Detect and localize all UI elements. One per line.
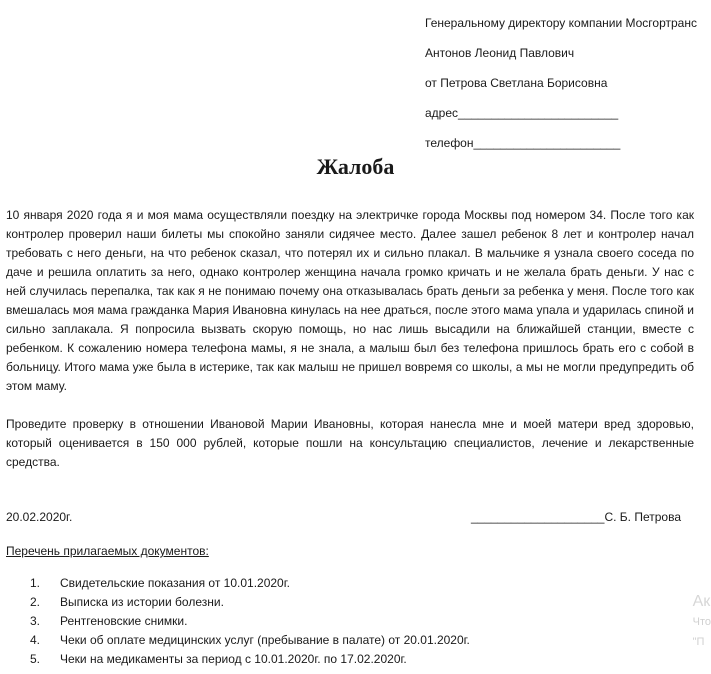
item-number: 3. [30, 614, 41, 628]
signature-line: ____________________С. Б. Петрова [470, 510, 681, 524]
paragraph: 10 января 2020 года я и моя мама осуществляли поездку на электричке города Москвы под номером 34. После того как контролер проверил наши билеты мы спокойно заняли сидячее место. Далее зашел ребенок 8 лет и контролер начал требовать с него деньги, на что ребенок сказал, что потерял их и сильно плакал. В мальчике я узнала своего соседа по даче и решила оплатить за него, однако контролер женщина начала громко кричать и не желала брать деньги. У нас с ней случилась перепалка, так как я не понимаю почему она отказывалась брать деньги за ребенка у меня. После того как вмешалась моя мама гражданка Мария Ивановна кинулась на нее драться, после этого мама упала и ударилась спиной и сильно заплакала. Я попросила вызвать скорую помощь, но нас лишь высадили на ближайшей станции, вместе с ребенком. К сожалению номера телефона мамы, я не знала, а малыш был без телефона пришлось брать его с собой в больницу. Итого мама уже была в истерике, так как малыш не пришел вовремя со школы, а мы не могли предупредить об этом маму. [6, 208, 694, 393]
list-item [30, 612, 470, 631]
list-item [30, 593, 470, 612]
attachments-list [30, 574, 470, 669]
document-date: 20.02.2020г. [6, 510, 73, 524]
document-title: Жалоба [316, 154, 395, 179]
addressee-name: Антонов Леонид Павлович [425, 46, 575, 60]
watermark-line: Что [692, 616, 711, 628]
addressee-line: Генеральному директору компании Мосгортранс [425, 16, 697, 30]
list-item [30, 631, 470, 650]
item-text: Выписка из истории болезни. [60, 595, 224, 609]
item-text: Свидетельские показания от 10.01.2020г. [60, 576, 290, 590]
watermark [693, 592, 711, 652]
item-number: 4. [30, 633, 41, 647]
list-item [30, 574, 470, 593]
phone-field: телефон______________________ [425, 136, 621, 150]
complaint-body [6, 206, 694, 472]
item-text: Рентгеновские снимки. [60, 614, 188, 628]
item-text: Чеки на медикаменты за период с 10.01.2020г. по 17.02.2020г. [60, 652, 407, 666]
list-item [30, 650, 470, 669]
item-number: 5. [30, 652, 41, 666]
address-field: адрес________________________ [425, 106, 619, 120]
watermark-line: "П [692, 636, 705, 648]
watermark-line: Ак [692, 593, 711, 610]
item-text: Чеки об оплате медицинских услуг (пребывание в палате) от 20.01.2020г. [60, 633, 470, 647]
addressee-block [425, 8, 697, 158]
item-number: 1. [30, 576, 41, 590]
sender-line: от Петрова Светлана Борисовна [425, 76, 608, 90]
paragraph: Проведите проверку в отношении Ивановой Марии Ивановны, которая нанесла мне и моей матери вред здоровью, который оценивается в 150 000 рублей, которые пошли на консультацию специалистов, лечение и лекарственные средства. [6, 417, 694, 469]
item-number: 2. [30, 595, 41, 609]
attachments-title: Перечень прилагаемых документов: [6, 544, 209, 558]
